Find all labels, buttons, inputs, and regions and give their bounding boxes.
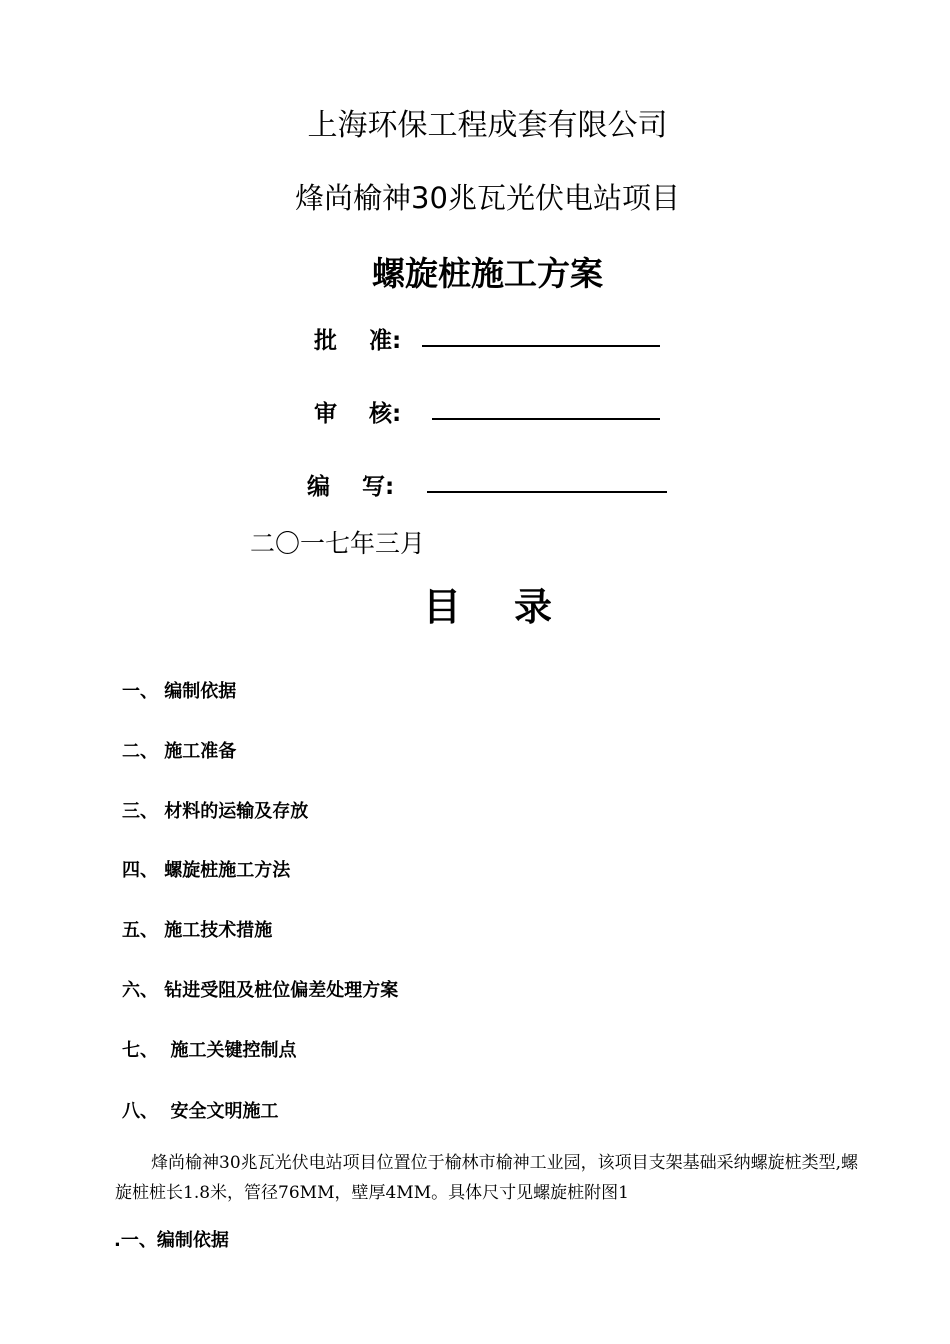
toc-item[interactable]: 四、 螺旋桩施工方法 [122, 860, 291, 881]
toc-item[interactable]: 一、 编制依据 [122, 681, 237, 702]
approve-line [422, 345, 660, 347]
toc-title: 目 录 [423, 584, 552, 629]
document-title: 螺旋桩施工方案 [372, 254, 603, 293]
toc-item[interactable]: 八、 安全文明施工 [122, 1101, 279, 1122]
project-name: 烽尚榆神30兆瓦光伏电站项目 [295, 181, 680, 215]
company-name: 上海环保工程成套有限公司 [307, 108, 668, 143]
toc-item[interactable]: 二、 施工准备 [122, 741, 237, 762]
toc-item[interactable]: 五、 施工技术措施 [122, 920, 273, 941]
author-line [427, 491, 667, 493]
toc-item[interactable]: 七、 施工关键控制点 [122, 1040, 297, 1061]
intro-paragraph: 烽尚榆神30兆瓦光伏电站项目位置位于榆林市榆神工业园，该项目支架基础采纳螺旋桩类型,螺旋桩桩长1.8米，管径76MM，壁厚4MM。具体尺寸见螺旋桩附图1 [115, 1153, 859, 1203]
review-label: 审 核: [314, 401, 402, 427]
cover-date: 二〇一七年三月 [250, 529, 426, 558]
section-heading: .一、编制依据 [114, 1230, 229, 1251]
toc-item[interactable]: 六、 钻进受阻及桩位偏差处理方案 [122, 980, 399, 1001]
approve-label: 批 准: [314, 328, 402, 354]
review-line [432, 418, 660, 420]
toc-item[interactable]: 三、 材料的运输及存放 [122, 801, 309, 822]
author-label: 编 写: [307, 474, 395, 500]
